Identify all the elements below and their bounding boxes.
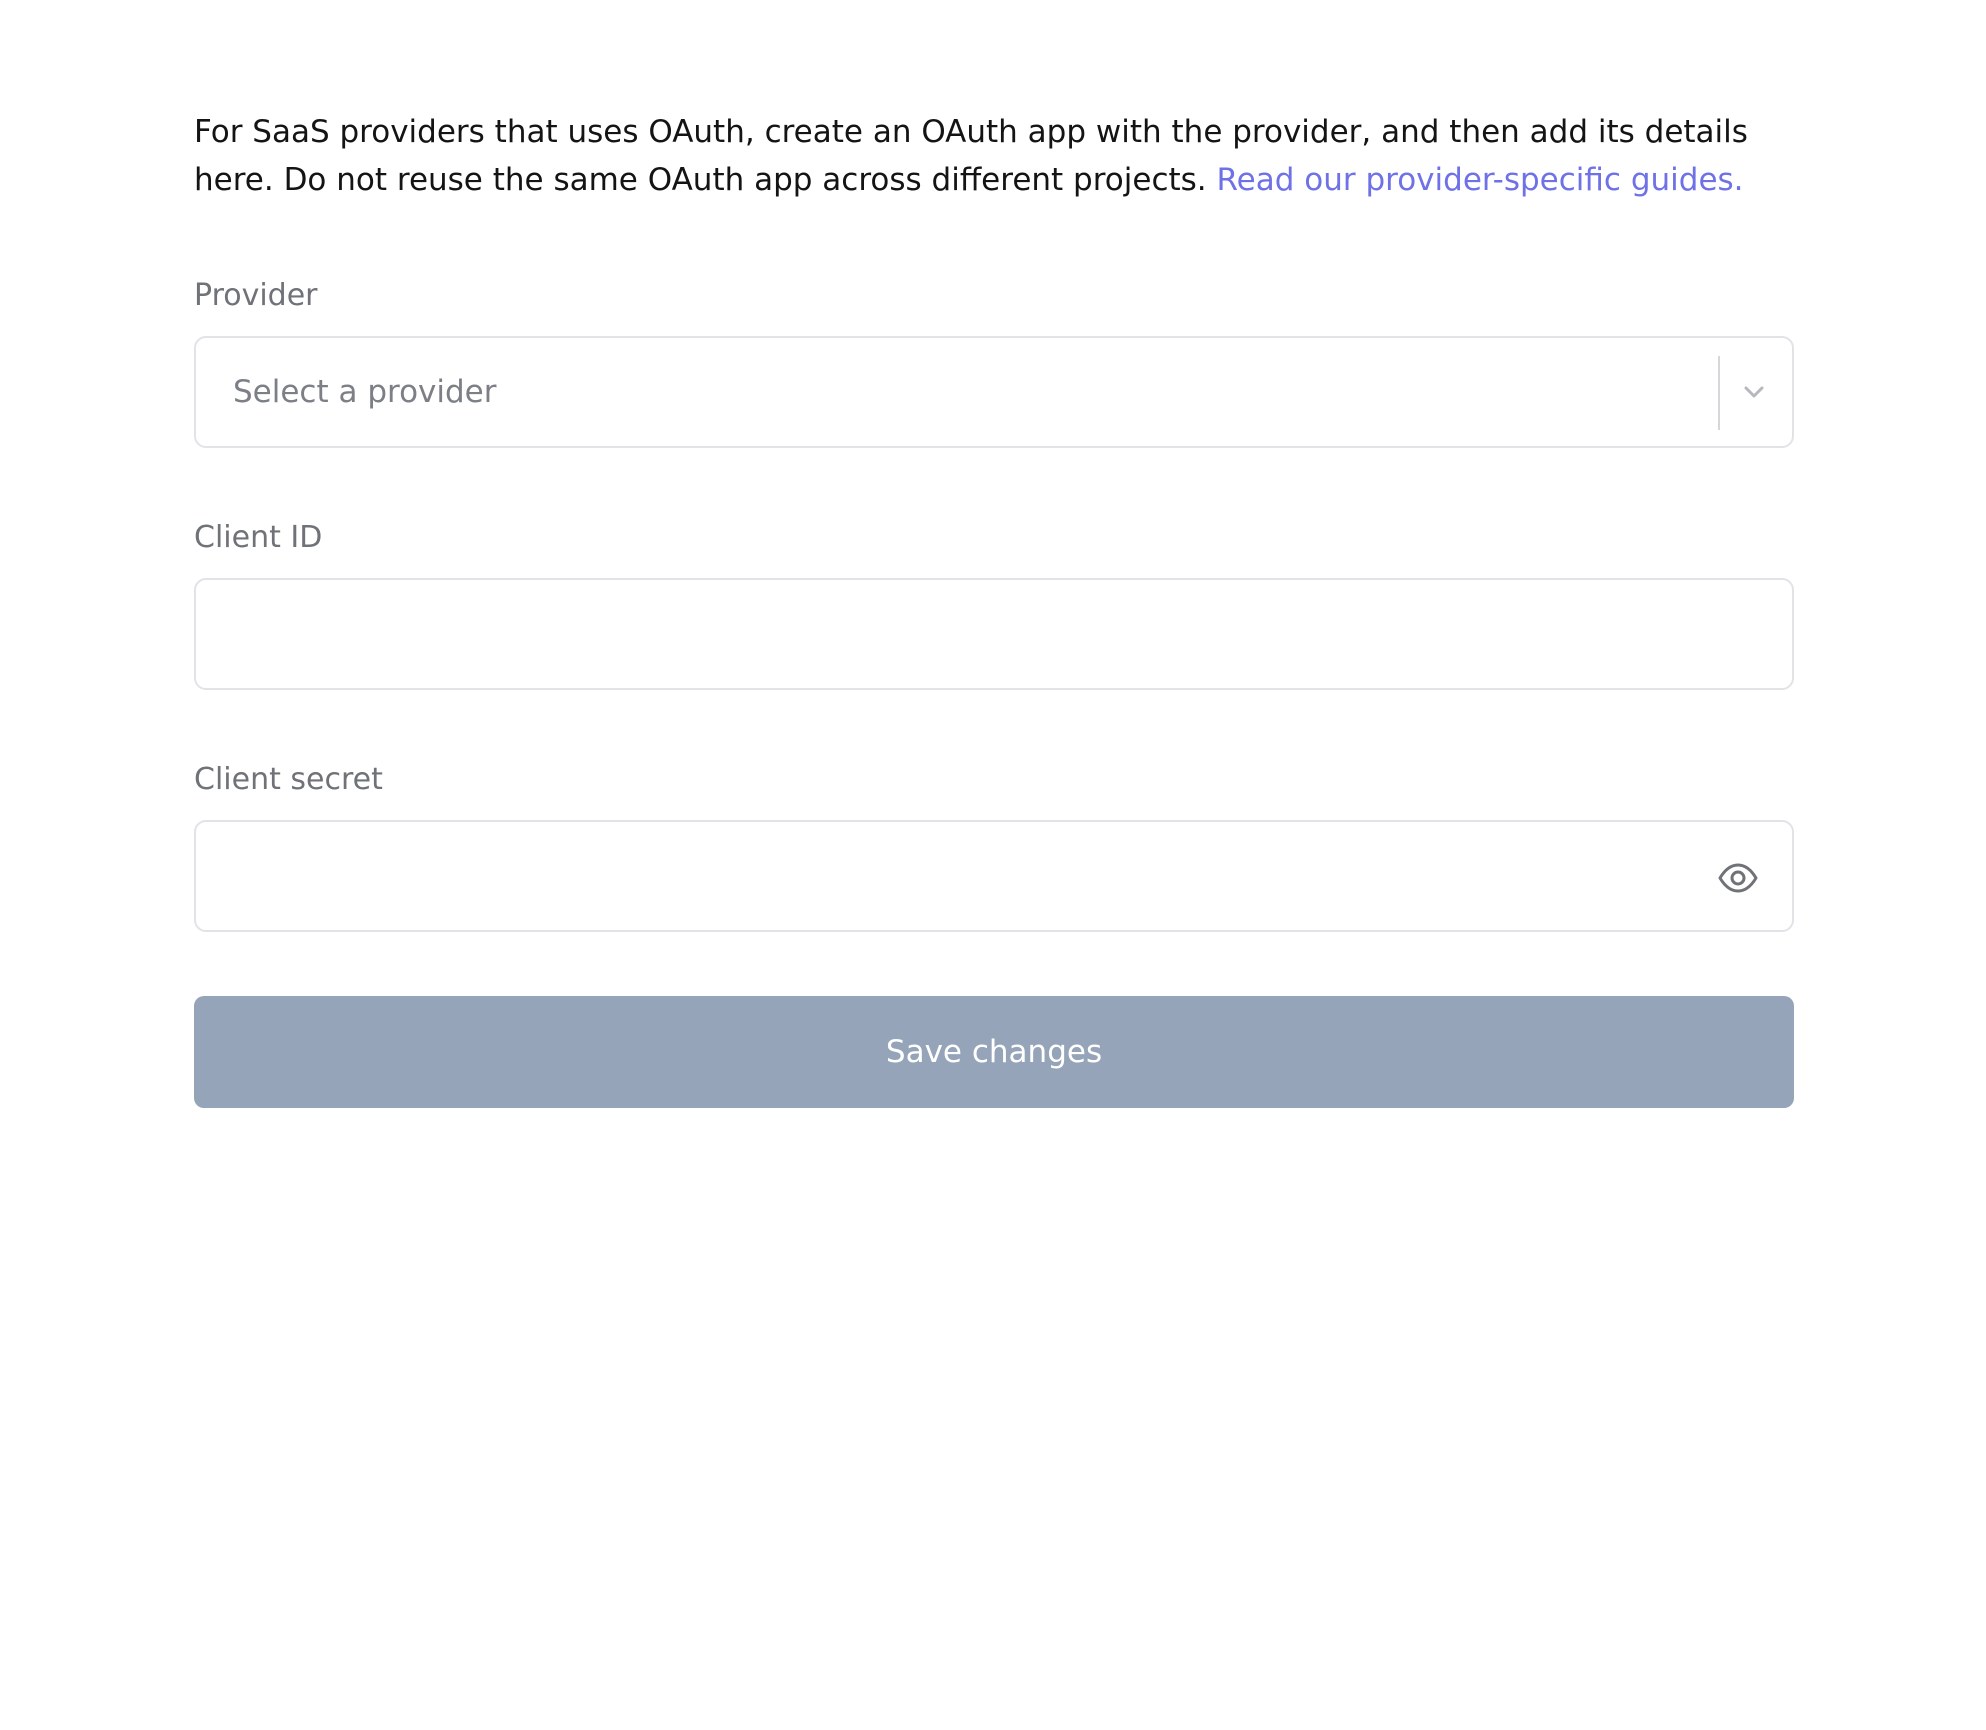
client-id-input[interactable] [196, 580, 1792, 688]
client-secret-label: Client secret [194, 762, 383, 797]
provider-guides-link[interactable]: Read our provider-specific guides. [1216, 162, 1744, 198]
provider-select[interactable] [194, 336, 1794, 448]
provider-field [194, 276, 1794, 448]
chevron-down-icon[interactable] [1736, 372, 1772, 412]
client-id-label: Client ID [194, 520, 323, 555]
provider-select-placeholder: Select a provider [233, 374, 497, 410]
oauth-settings-form [194, 108, 1794, 1108]
client-secret-input-wrapper [194, 820, 1794, 932]
intro-paragraph [194, 108, 1794, 204]
eye-icon[interactable] [1716, 856, 1760, 900]
save-changes-button[interactable]: Save changes [194, 996, 1794, 1108]
select-divider [1718, 356, 1720, 430]
client-id-field [194, 518, 1794, 690]
provider-label: Provider [194, 278, 318, 313]
client-id-input-wrapper [194, 578, 1794, 690]
client-secret-input[interactable] [196, 822, 1792, 930]
intro-text: For SaaS providers that uses OAuth, create an OAuth app with the provider, and then add its details here. Do not reuse the same OAuth app across different projects. [194, 114, 1748, 198]
client-secret-field [194, 760, 1794, 932]
